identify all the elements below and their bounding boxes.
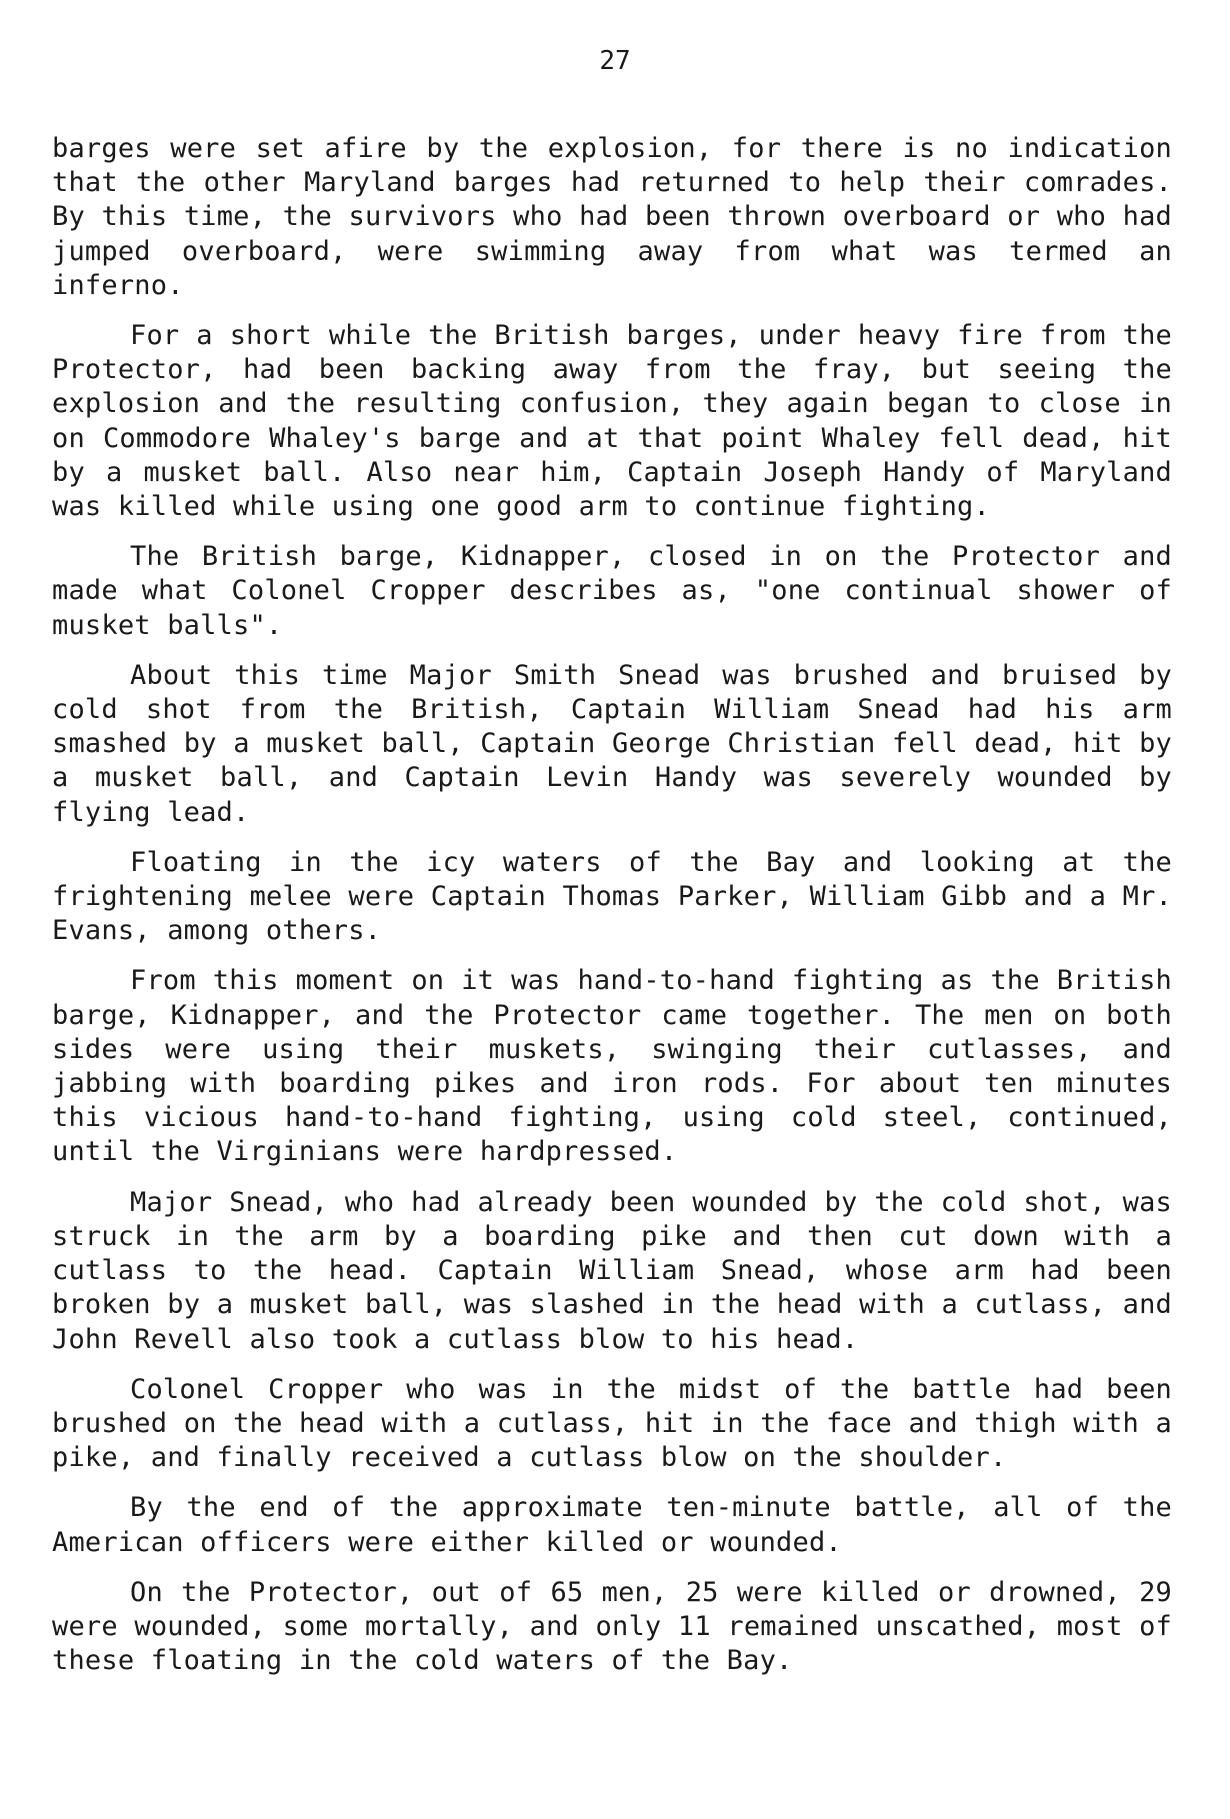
paragraph-7: Major Snead, who had already been wounded by the cold shot, was struck in the arm by a boarding pike and then cut down with a cutlass to the head. Captain William Snead, whose arm had been broken by a musket ball, was slashed in the head with a cutlass, and John Revell also took a cutlass blow to his head.: [52, 1186, 1172, 1355]
paragraph-3: The British barge, Kidnapper, closed in on the Protector and made what Colonel Cropper describes as, "one continual shower of musket balls".: [52, 541, 1172, 641]
paragraph-8: Colonel Cropper who was in the midst of the battle had been brushed on the head with a cutlass, hit in the face and thigh with a pike, and finally received a cutlass blow on the shoulder.: [52, 1373, 1172, 1474]
paragraph-1: barges were set afire by the explosion, for there is no indication that the other Maryland barges had returned to help their comrades. By this time, the survivors who had been thrown overboard or who had jumped overboard, were swimming away from what was termed an inferno.: [52, 133, 1172, 301]
paragraph-9: By the end of the approximate ten-minute battle, all of the American officers were either killed or wounded.: [52, 1492, 1172, 1558]
paragraph-4: About this time Major Smith Snead was brushed and bruised by cold shot from the British, Captain William Snead had his arm smashed by a musket ball, Captain George Christian fell dead, hit by a musket ball, and Captain Levin Handy was severely wounded by flying lead.: [52, 659, 1172, 828]
paragraph-10: On the Protector, out of 65 men, 25 were killed or drowned, 29 were wounded, some mortally, and only 11 remained unscathed, most of these floating in the cold waters of the Bay.: [52, 1576, 1172, 1677]
page-number: 27: [599, 46, 631, 76]
paragraph-2: For a short while the British barges, under heavy fire from the Protector, had been backing away from the fray, but seeing the explosion and the resulting confusion, they again began to close in on Commodore Whaley's barge and at that point Whaley fell dead, hit by a musket ball. Also near him, Captain Joseph Handy of Maryland was killed while using one good arm to continue fighting.: [52, 320, 1172, 523]
body-text: [52, 132, 1172, 1694]
paragraph-5: Floating in the icy waters of the Bay and looking at the frightening melee were Captain Thomas Parker, William Gibb and a Mr. Evans, among others.: [52, 846, 1172, 947]
paragraph-6: From this moment on it was hand-to-hand fighting as the British barge, Kidnapper, and the Protector came together. The men on both sides were using their muskets, swinging their cutlasses, and jabbing with boarding pikes and iron rods. For about ten minutes this vicious hand-to-hand fighting, using cold steel, continued, until the Virginians were hardpressed.: [52, 965, 1172, 1168]
